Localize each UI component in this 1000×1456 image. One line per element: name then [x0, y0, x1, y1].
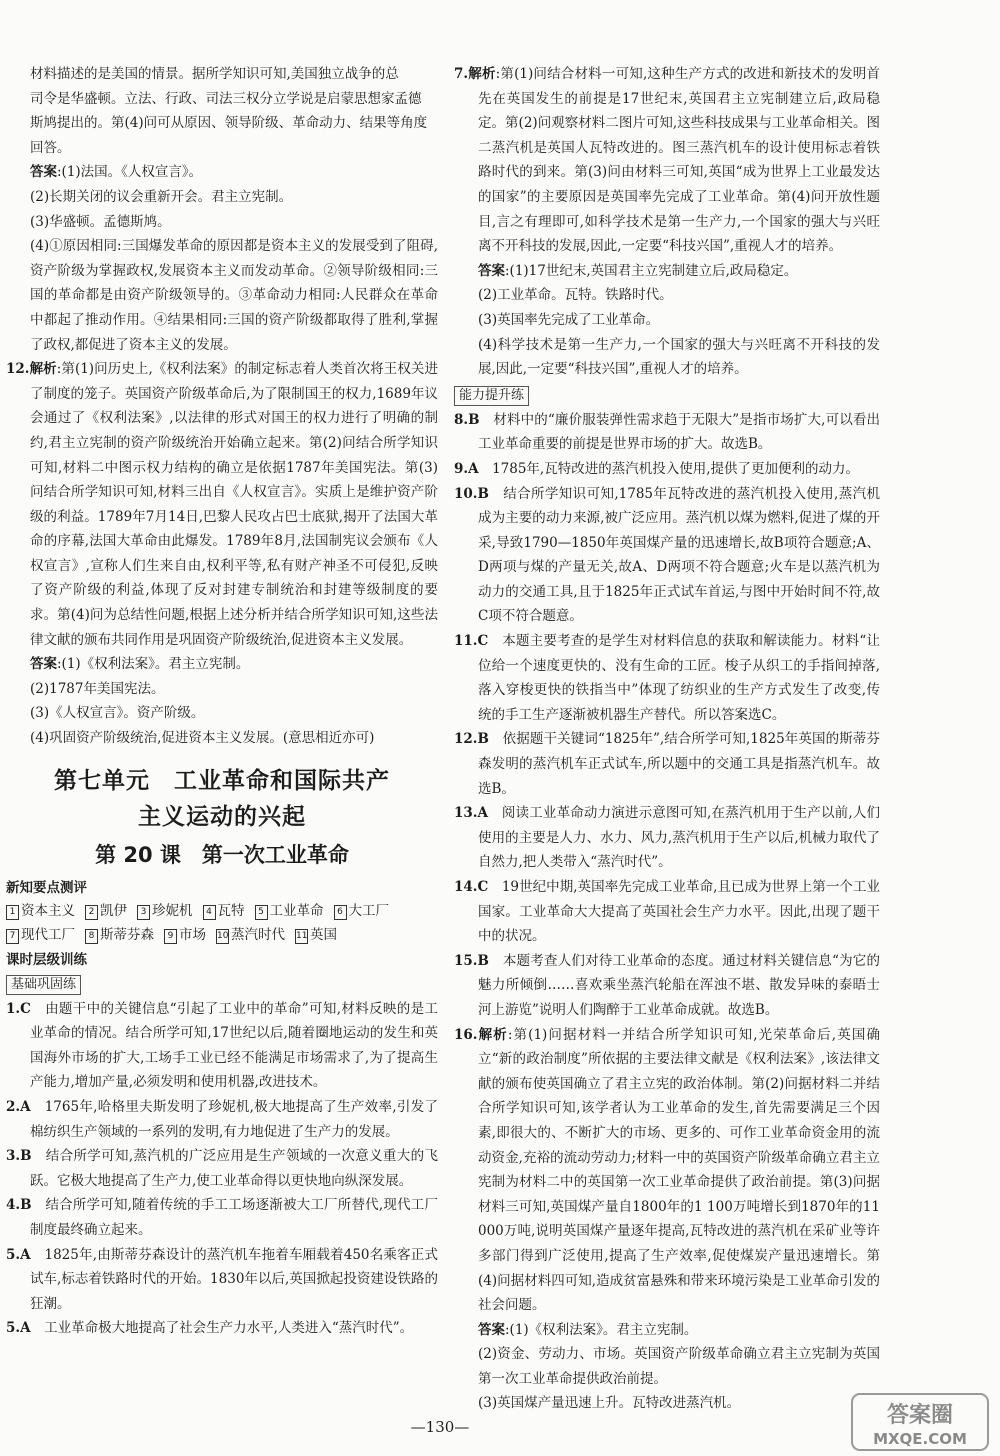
q7-analysis: [454, 62, 880, 382]
answer-text: :(1)《权利法案》。君主立宪制。: [57, 656, 250, 673]
answer-text: (4)科学技术是第一生产力,一个国家的强大与兴旺离不开科技的发展,因此,一定要“科技兴国”,重视人才的培养。: [478, 336, 880, 378]
list-item: 1.C 由题干中的关键信息“引起了工业中的革命”可知,材料反映的是工业革命的情况。结合所学可知,17世纪以后,随着圈地运动的发生和英国海外市场的扩大,工场手工业已经不能满足市场需求了,为了提高生产能力,增加产量,必须发明和使用机器,改进技术。: [6, 1000, 439, 1091]
watermark-line1: 答案圈: [886, 1403, 954, 1428]
intro-line: 材料描述的是美国的情景。据所学知识可知,美国独立战争的总: [30, 66, 399, 82]
answer-text: :(1)《权利法案》。君主立宪制。: [505, 1321, 698, 1338]
watermark-line2: MXQE.COM: [873, 1430, 967, 1448]
knowledge-point: 10 蒸汽时代: [217, 926, 285, 943]
answer-text: (2)长期关闭的议会重新开会。君主立宪制。: [30, 188, 293, 205]
q12-analysis: [6, 357, 438, 751]
answer-text: (3)英国率先完成了工业革命。: [478, 311, 660, 328]
answer-text: (4)巩固资产阶级统治,促进资本主义发展。(意思相近亦可): [30, 730, 375, 747]
analysis-text: :第(1)问据材料一并结合所学知识可知,光荣革命后,英国确立“新的政治制度”所依据的主要法律文献是《权利法案》,该法律文献的颁布使英国确立了君主立宪的政治体制。第(2)问据材料二并结合所学知识可知,该学者认为工业革命的发生,首先需要满足三个因素,即很大的、不断扩大的市场、更多的、可作工业革命资金用的流动资金,充裕的流动劳动力;材料一中的英国资产阶级革命确立君主立宪制为材料二中的英国第一次工业革命提供了政治前提。第(3)问据材料三可知,英国煤产量自1800年的1 100万吨增长到1870年的11 000万吨,说明英国煤产量逐年提高,瓦特改进的蒸汽机在采矿业等许多部门得到广泛使用,提高了生产效率,促使煤炭产量迅速增长。第(4)问据材料四可知,造成贫富悬殊和带来环境污染是工业革命引发的社会问题。: [478, 1026, 885, 1314]
list-item: 10.B 结合所学知识可知,1785年瓦特改进的蒸汽机投入使用,蒸汽机成为主要的动力来源,被广泛应用。蒸汽机以煤为燃料,促进了煤的开采,导致1790—1850年英国煤产量的迅速增长,故B项符合题意;A、D两项与煤的产量无关,故A、D两项不符合题意;火车是以蒸汽机为动力的交通工具,且于1825年正式试车首运,与图中开始时间不符,故C项不符合题意。: [454, 485, 880, 625]
section-new-knowledge: 新知要点测评: [6, 879, 87, 896]
analysis-label: 7.解析: [454, 66, 496, 82]
subsection-basic: 基础巩固练: [6, 975, 81, 995]
unit-title: [6, 763, 438, 835]
answer-text: (3)《人权宣言》。资产阶级。: [30, 705, 205, 722]
list-item: 2.A 1765年,哈格里夫斯发明了珍妮机,极大地提高了生产效率,引发了棉纺织生产领域的一系列的发明,有力地促进了生产力的发展。: [6, 1099, 439, 1140]
knowledge-point: 4 瓦特: [203, 899, 245, 923]
intro-block: [6, 62, 438, 160]
analysis-label: 12.解析: [6, 361, 57, 378]
list-item: 4.B 结合所学可知,随着传统的手工工场逐渐被大工厂所替代,现代工厂制度最终确立起来。: [6, 1197, 438, 1238]
knowledge-point: 6 大工厂: [334, 899, 390, 923]
answer-label: 答案: [30, 656, 57, 673]
right-column: [454, 62, 885, 1416]
unit-title-line2: 主义运动的兴起: [138, 803, 306, 830]
list-item: 12.B 依据题干关键词“1825年”,结合所学可知,1825年英国的斯蒂芬森发明的蒸汽机车正式试车,所以题中的交通工具是指蒸汽机车。故选B。: [454, 731, 880, 797]
ability-items: [454, 408, 880, 1023]
answer-text: :(1)法国。《人权宣言》。: [57, 164, 203, 181]
answer-label: 答案: [478, 262, 505, 279]
analysis-label: 16.解析: [454, 1026, 508, 1043]
knowledge-point: 5 工业革命: [255, 899, 324, 923]
top-scan-strip: [60, 6, 990, 12]
list-item: 5.A 工业革命极大地提高了社会生产力水平,人类进入“蒸汽时代”。: [6, 1320, 414, 1337]
knowledge-points: [6, 899, 438, 947]
section-practice: 课时层级训练: [6, 951, 87, 968]
basic-items: [6, 997, 438, 1341]
knowledge-point: 3 珍妮机: [137, 899, 193, 923]
unit-title-line1: 第七单元 工业革命和国际共产: [54, 767, 390, 794]
subsection-ability: 能力提升练: [454, 386, 529, 406]
knowledge-point: 1 资本主义: [6, 899, 75, 923]
answer-text: :(1)17世纪末,英国君主立宪制建立后,政局稳定。: [505, 262, 798, 279]
list-item: 9.A 1785年,瓦特改进的蒸汽机投入使用,提供了更加便利的动力。: [454, 460, 860, 477]
analysis-text: :第(1)问历史上,《权利法案》的制定标志着人类首次将王权关进了制度的笼子。英国资产阶级革命后,为了限制国王的权力,1689年议会通过了《权利法案》,以法律的形式对国王的权力进行了明确的制约,君主立宪制的资产阶级统治开始确立起来。第(2)问结合所学知识可知,材料二中图示权力结构的确立是依据1787年美国宪法。第(3)问结合所学知识可知,材料三出自《人权宣言》。实质上是维护资产阶级的利益。1789年7月14日,巴黎人民攻占巴士底狱,揭开了法国大革命的序幕,法国大革命由此爆发。1789年8月,法国制宪议会颁布《人权宣言》,宣称人们生来自由,权利平等,私有财产神圣不可侵犯,反映了资产阶级的利益,体现了反对封建专制统治和封建等级制度的要求。第(4)问为总结性问题,根据上述分析并结合所学知识可知,这些法律文献的颁布共同作用是巩固资产阶级统治,促进资本主义发展。: [30, 361, 438, 648]
answer-label: 答案: [30, 164, 57, 181]
list-item: 15.B 本题考查人们对待工业革命的态度。通过材料关键信息“为它的魅力所倾倒……喜欢乘坐蒸汽轮船在浑浊不堪、散发异味的泰晤士河上游览”说明人们陶醉于工业革命成就。故选B。: [454, 952, 881, 1018]
page-number: —130—: [410, 1418, 470, 1436]
list-item: 8.B 材料中的“廉价服装弹性需求趋于无限大”是指市场扩大,可以看出工业革命重要的前提是世界市场的扩大。故选B。: [454, 411, 881, 453]
answer-text: (3)英国煤产量迅速上升。瓦特改进蒸汽机。: [478, 1395, 741, 1412]
answer-text: (2)1787年美国宪法。: [30, 680, 165, 697]
knowledge-point: 11 英国: [296, 926, 337, 943]
knowledge-point: 9 市场: [164, 923, 206, 947]
list-item: 14.C 19世纪中期,英国率先完成工业革命,且已成为世界上第一个工业国家。工业革命大大提高了英国社会生产力水平。因此,出现了题干中的状况。: [454, 879, 881, 945]
answer-text: (3)华盛顿。孟德斯鸠。: [30, 213, 171, 230]
intro-line: 斯鸠提出的。第(4)问可从原因、领导阶级、革命动力、结果等角度: [30, 115, 428, 132]
intro-line: 回答。: [30, 139, 71, 156]
list-item: 5.A 1825年,由斯蒂芬森设计的蒸汽机车拖着车厢载着450名乘客正式试车,标志着铁路时代的开始。1830年以后,英国掀起投资建设铁路的狂潮。: [6, 1246, 439, 1312]
knowledge-point: 2 凯伊: [85, 899, 127, 923]
answer-text: (2)资金、劳动力、市场。英国资产阶级革命确立君主立宪制为英国第一次工业革命提供政治前提。: [478, 1346, 880, 1387]
intro-line: 司令是华盛顿。立法、行政、司法三权分立学说是启蒙思想家孟德: [30, 90, 422, 107]
left-column: [6, 62, 438, 1341]
knowledge-point: 8 斯蒂芬森: [85, 923, 154, 947]
q11-answer: [6, 160, 438, 357]
knowledge-point: 7 现代工厂: [6, 923, 75, 947]
lesson-title: 第 20 课 第一次工业革命: [95, 842, 349, 867]
analysis-text: :第(1)问结合材料一可知,这种生产方式的改进和新技术的发明首先在英国发生的前提是17世纪末,英国君主立宪制建立后,政局稳定。第(2)问观察材料二图片可知,这些科技成果与工业革命相关。图二蒸汽机是英国人瓦特改进的。图三蒸汽机车的设计使用标志着铁路时代的到来。第(3)问由材料三可知,英国“成为世界上工业最发达的国家”的主要原因是英国率先完成了工业革命。第(4)问开放性题目,言之有理即可,如科学技术是第一生产力,一个国家的强大与兴旺离不开科技的发展,因此,一定要“科技兴国”,重视人才的培养。: [478, 66, 880, 255]
answer-text: (2)工业革命。瓦特。铁路时代。: [478, 287, 673, 304]
list-item: 13.A 阅读工业革命动力演进示意图可知,在蒸汽机用于生产以前,人们使用的主要是人力、水力、风力,蒸汽机用于生产以后,机械力取代了自然力,把人类带入“蒸汽时代”。: [454, 805, 881, 871]
list-item: 11.C 本题主要考查的是学生对材料信息的获取和解读能力。材料“让位给一个速度更快的、没有生命的工匠。梭子从织工的手指间掉落,落入穿梭更快的铁指当中”体现了纺织业的生产方式发生了改变,传统的手工生产逐渐被机器生产替代。所以答案选C。: [454, 633, 881, 723]
answer-label: 答案: [478, 1321, 505, 1338]
list-item: 3.B 结合所学可知,蒸汽机的广泛应用是生产领域的一次意义重大的飞跃。它极大地提高了生产力,使工业革命得以更快地向纵深发展。: [6, 1148, 438, 1189]
q16-analysis: [454, 1023, 885, 1417]
answer-text: (4)①原因相同:三国爆发革命的原因都是资本主义的发展受到了阻碍,资产阶级为掌握政权,发展资本主义而发动革命。②领导阶级相同:三国的革命都是由资产阶级领导的。③革命动力相同:人民群众在革命中都起了推动作用。④结果相同:三国的资产阶级都取得了胜利,掌握了政权,都促进了资本主义的发展。: [30, 238, 438, 353]
watermark-logo: [850, 1392, 990, 1452]
